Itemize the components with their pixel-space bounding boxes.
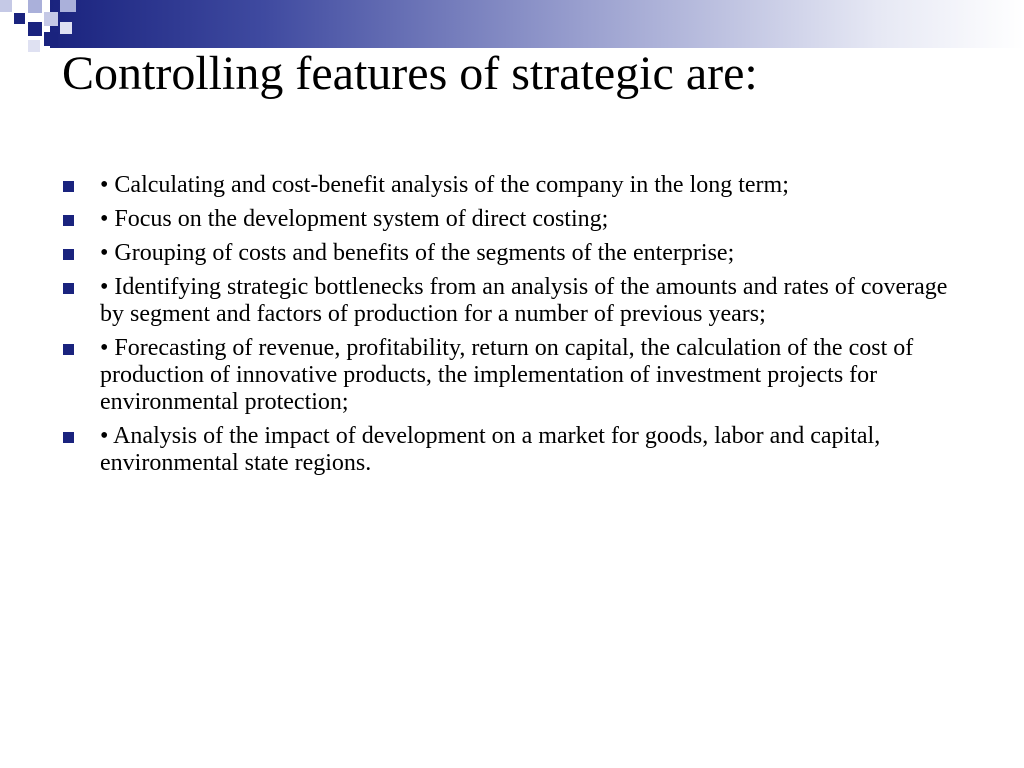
- bullet-item: [62, 172, 972, 199]
- header-gradient-band: [50, 0, 1024, 48]
- bullet-text: • Forecasting of revenue, profitability, return on capital, the calculation of the cost of production of innovative products, the implementation of investment projects for environmental protection;: [100, 335, 914, 415]
- bullet-list: [62, 172, 972, 484]
- decorative-square: [28, 0, 42, 13]
- bullet-item: [62, 423, 972, 477]
- decorative-square: [28, 22, 42, 36]
- square-bullet-icon: [63, 181, 74, 192]
- decorative-square: [44, 12, 58, 26]
- bullet-text: • Grouping of costs and benefits of the segments of the enterprise;: [100, 240, 735, 266]
- bullet-text: • Identifying strategic bottlenecks from an analysis of the amounts and rates of coverage by segment and factors of production for a number of previous years;: [100, 274, 948, 327]
- bullet-text: • Analysis of the impact of development on a market for goods, labor and capital, environmental state regions.: [100, 423, 881, 476]
- bullet-item: [62, 240, 972, 267]
- bullet-text: • Calculating and cost-benefit analysis of the company in the long term;: [100, 172, 789, 198]
- bullet-item: [62, 335, 972, 416]
- square-bullet-icon: [63, 283, 74, 294]
- square-bullet-icon: [63, 249, 74, 260]
- decorative-square: [14, 13, 25, 24]
- bullet-item: [62, 206, 972, 233]
- decorative-square: [0, 0, 12, 12]
- decorative-square: [60, 22, 72, 34]
- square-bullet-icon: [63, 344, 74, 355]
- decorative-square: [60, 0, 76, 12]
- square-bullet-icon: [63, 215, 74, 226]
- decorative-square: [44, 32, 58, 46]
- bullet-item: [62, 274, 972, 328]
- slide-title: Controlling features of strategic are:: [62, 47, 758, 100]
- bullet-text: • Focus on the development system of direct costing;: [100, 206, 609, 232]
- decorative-square: [28, 40, 40, 52]
- square-bullet-icon: [63, 432, 74, 443]
